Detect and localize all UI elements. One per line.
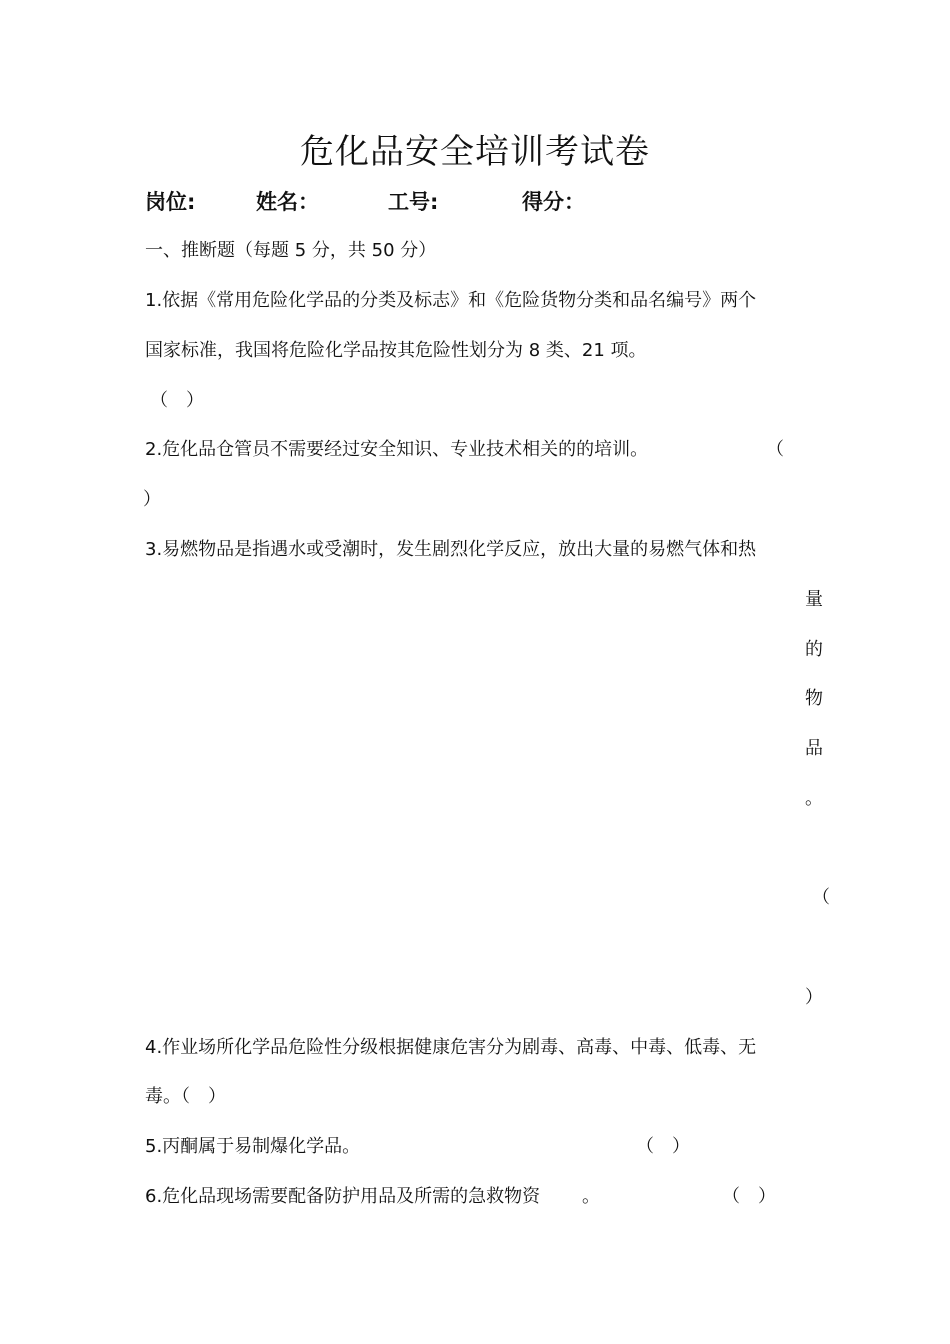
question-5-answer-paren: （ ） [636, 1136, 690, 1157]
question-1-line-2: 国家标准，我国将危险化学品按其危险性划分为 8 类、21 项。 [145, 340, 647, 361]
question-3-line-1: 3.易燃物品是指遇水或受潮时，发生剧烈化学反应，放出大量的易燃气体和热 [145, 539, 757, 560]
employee-id-label: 工号: [388, 190, 439, 214]
name-label: 姓名： [256, 190, 319, 214]
exam-title: 危化品安全培训考试卷 [300, 132, 650, 172]
question-3-char-5: 。 [805, 788, 823, 809]
question-2-line-1: 2.危化品仓管员不需要经过安全知识、专业技术相关的的培训。 [145, 439, 649, 460]
question-2-paren-close: ） [143, 489, 161, 510]
score-label: 得分： [522, 190, 585, 214]
question-1-answer-paren: （ ） [150, 390, 204, 411]
position-label: 岗位: [145, 190, 196, 214]
question-4-line-2: 毒。（ ） [145, 1086, 226, 1107]
question-4-line-1: 4.作业场所化学品危险性分级根据健康危害分为剧毒、高毒、中毒、低毒、无 [145, 1037, 757, 1058]
question-3-paren-open: （ [812, 887, 830, 908]
question-6-line-1: 6.危化品现场需要配备防护用品及所需的急救物资 [145, 1186, 541, 1207]
question-3-char-4: 品 [805, 738, 823, 759]
question-5-line-1: 5.丙酮属于易制爆化学品。 [145, 1136, 361, 1157]
section-heading: 一、推断题（每题 5 分，共 50 分） [145, 240, 437, 261]
question-3-paren-close: ） [805, 987, 823, 1008]
question-3-char-2: 的 [805, 639, 823, 660]
question-6-period: 。 [582, 1186, 600, 1207]
question-6-answer-paren: （ ） [722, 1186, 776, 1207]
question-3-char-1: 量 [805, 589, 823, 610]
question-1-line-1: 1.依据《常用危险化学品的分类及标志》和《危险货物分类和品名编号》两个 [145, 290, 757, 311]
question-3-char-3: 物 [805, 688, 823, 709]
question-2-paren-open: （ [766, 439, 784, 460]
